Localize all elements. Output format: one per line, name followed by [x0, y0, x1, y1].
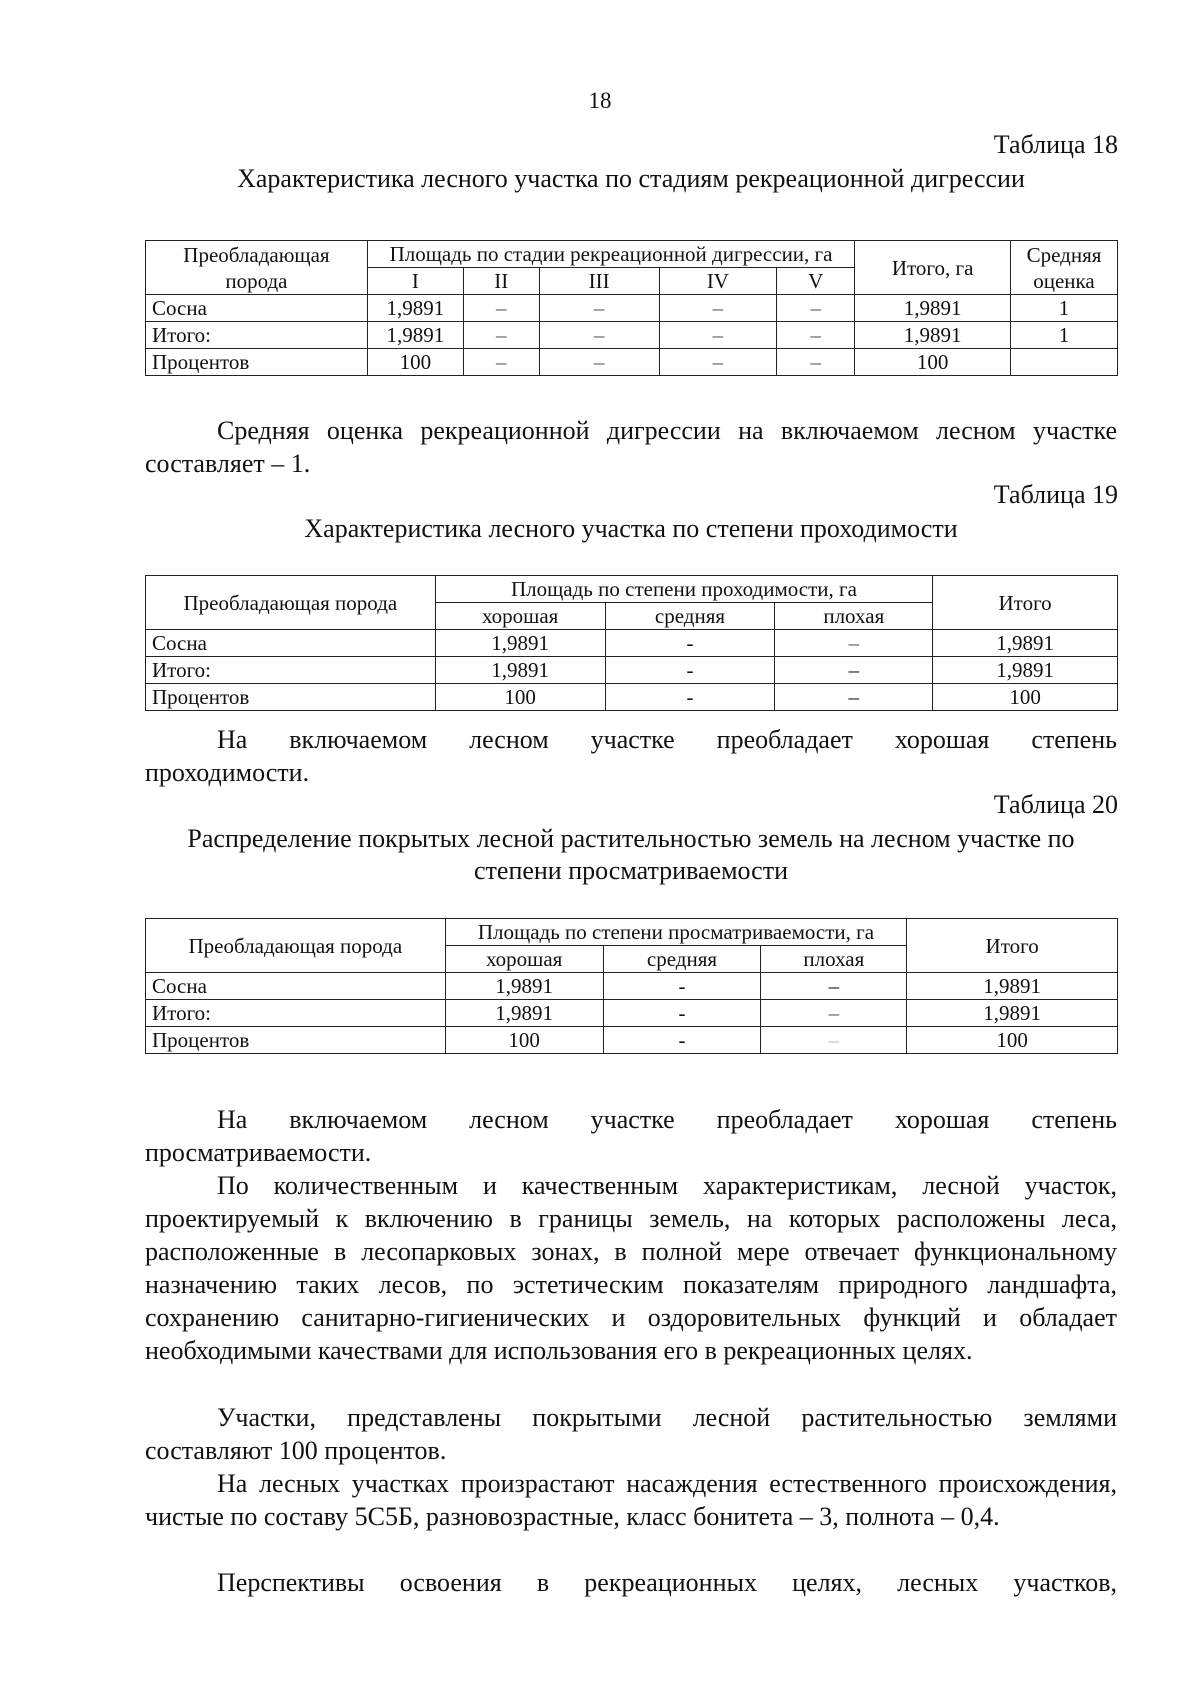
table18-cell: – — [463, 349, 539, 376]
table18-header-avg: Средняя оценка — [1011, 241, 1118, 295]
table19-cell: - — [605, 630, 775, 657]
table-row — [146, 295, 1118, 322]
table19-title: Характеристика лесного участка по степени проходимости — [304, 514, 958, 543]
table18-cell: 1,9891 — [367, 322, 463, 349]
table19-cell: – — [775, 684, 933, 711]
table-row — [146, 1027, 1118, 1054]
table19-cell: – — [775, 657, 933, 684]
table18-header-total: Итого, га — [855, 241, 1011, 295]
table-row — [146, 322, 1118, 349]
table18-cell: 1,9891 — [367, 295, 463, 322]
table20-label: Таблица 20 — [993, 790, 1118, 819]
table19-header-area: Площадь по степени проходимости, га — [435, 576, 932, 603]
table18-cell — [1011, 349, 1118, 376]
table20-cell: Итого: — [146, 1000, 446, 1027]
table18-cell: – — [539, 349, 659, 376]
table20-cell: - — [603, 1000, 761, 1027]
table20-header-total: Итого — [907, 919, 1118, 973]
table20-cell: 1,9891 — [907, 973, 1118, 1000]
table20-grade-medium: средняя — [603, 946, 761, 973]
table19-cell: 1,9891 — [435, 630, 605, 657]
table18-header-area: Площадь по стадии рекреационной дигрессии, га — [367, 241, 854, 268]
table19 — [145, 575, 1118, 711]
paragraph-avg-digression — [145, 414, 1117, 480]
table19-cell: 1,9891 — [933, 657, 1118, 684]
table19-cell: - — [605, 684, 775, 711]
table18-cell: 1 — [1011, 295, 1118, 322]
paragraph-visibility — [145, 1103, 1117, 1169]
table18-label: Таблица 18 — [993, 130, 1118, 159]
table18-cell: – — [539, 322, 659, 349]
table20-cell: – — [761, 1027, 907, 1054]
table19-cell: Итого: — [146, 657, 436, 684]
paragraph-line: Перспективы освоения в рекреационных целях, лесных участков, — [217, 1568, 1117, 1597]
table18-cell: – — [659, 322, 777, 349]
paragraph-line: проходимости. — [145, 758, 310, 787]
table19-cell: 100 — [933, 684, 1118, 711]
table19-grade-poor: плохая — [775, 603, 933, 630]
table18-stage-4: IV — [659, 268, 777, 295]
table20-cell: Сосна — [146, 973, 446, 1000]
table19-cell: 100 — [435, 684, 605, 711]
table20-cell: – — [761, 1000, 907, 1027]
table20-cell: Процентов — [146, 1027, 446, 1054]
table18-cell: Сосна — [146, 295, 368, 322]
table18-cell: – — [463, 295, 539, 322]
table18-cell: 1,9891 — [855, 295, 1011, 322]
paragraph-line: просматриваемости. — [145, 1138, 372, 1167]
table-row — [146, 973, 1118, 1000]
table19-label: Таблица 19 — [993, 480, 1118, 509]
paragraph-coverage: Участки, представлены покрытыми лесной растительностью землями составляют 100 процентов. — [145, 1403, 1117, 1465]
table19-cell: – — [775, 630, 933, 657]
table20-title-line: Распределение покрытых лесной растительностью земель на лесном участке по — [187, 824, 1075, 853]
table-row — [146, 684, 1118, 711]
table20-cell: 100 — [907, 1027, 1118, 1054]
table20-cell: – — [761, 973, 907, 1000]
paragraph-line: На включаемом лесном участке преобладает хорошая степень — [217, 1105, 1117, 1134]
paragraph-characteristics: По количественным и качественным характеристикам, лесной участок, проектируемый к включению в границы земель, на которых расположены леса, расположенные в лесопарковых зонах, в полной мере отвечает функциональному назначению таких лесов, по эстетическим показателям природного ландшафта, сохранению санитарно-гигиенических и оздоровительных функций и обладает необходимыми качествами для использования его в рекреационных целях. — [145, 1171, 1117, 1365]
table19-cell: 1,9891 — [933, 630, 1118, 657]
table18-stage-2: II — [463, 268, 539, 295]
paragraph-passability — [145, 723, 1117, 789]
table20-grade-good: хорошая — [445, 946, 603, 973]
table19-cell: Сосна — [146, 630, 436, 657]
table20 — [145, 918, 1118, 1054]
table-row — [146, 349, 1118, 376]
table20-cell: 100 — [445, 1027, 603, 1054]
table18-cell: – — [659, 349, 777, 376]
paragraph-line: составляет – 1. — [145, 449, 311, 478]
table20-cell: 1,9891 — [445, 1000, 603, 1027]
table19-cell: - — [605, 657, 775, 684]
table19-header-total: Итого — [933, 576, 1118, 630]
table18-cell: Процентов — [146, 349, 368, 376]
table18-cell: – — [539, 295, 659, 322]
table-row — [146, 1000, 1118, 1027]
table18-stage-5: V — [777, 268, 855, 295]
table18-title: Характеристика лесного участка по стадиям рекреационной дигрессии — [237, 164, 1025, 193]
table20-cell: - — [603, 973, 761, 1000]
table19-header-species: Преобладающая порода — [146, 576, 436, 630]
table20-title-line: степени просматриваемости — [474, 856, 788, 885]
table19-cell: Процентов — [146, 684, 436, 711]
table20-grade-poor: плохая — [761, 946, 907, 973]
table18-cell: Итого: — [146, 322, 368, 349]
table18 — [145, 240, 1118, 376]
table20-header-species: Преобладающая порода — [146, 919, 446, 973]
table18-cell: – — [777, 349, 855, 376]
table19-cell: 1,9891 — [435, 657, 605, 684]
paragraph-prospects — [145, 1566, 1117, 1599]
table-row — [146, 630, 1118, 657]
table-row — [146, 657, 1118, 684]
table19-grade-medium: средняя — [605, 603, 775, 630]
table19-grade-good: хорошая — [435, 603, 605, 630]
table18-cell: 100 — [367, 349, 463, 376]
table18-cell: – — [777, 295, 855, 322]
page-number: 18 — [588, 88, 612, 113]
table20-cell: 1,9891 — [907, 1000, 1118, 1027]
table18-stage-1: I — [367, 268, 463, 295]
table20-title — [145, 823, 1117, 887]
table18-stage-3: III — [539, 268, 659, 295]
paragraph-line: Средняя оценка рекреационной дигрессии на включаемом лесном участке — [217, 416, 1117, 445]
paragraph-stands: На лесных участках произрастают насаждения естественного происхождения, чистые по составу 5С5Б, разновозрастные, класс бонитета – 3, полнота – 0,4. — [145, 1469, 1117, 1531]
table20-cell: - — [603, 1027, 761, 1054]
table18-cell: – — [463, 322, 539, 349]
paragraph-line: На включаемом лесном участке преобладает хорошая степень — [217, 725, 1117, 754]
table18-cell: – — [659, 295, 777, 322]
table20-header-area: Площадь по степени просматриваемости, га — [445, 919, 907, 946]
table20-cell: 1,9891 — [445, 973, 603, 1000]
table18-cell: 1,9891 — [855, 322, 1011, 349]
table18-header-species: Преобладающая порода — [146, 241, 368, 295]
table18-cell: 100 — [855, 349, 1011, 376]
table18-cell: 1 — [1011, 322, 1118, 349]
table18-cell: – — [777, 322, 855, 349]
